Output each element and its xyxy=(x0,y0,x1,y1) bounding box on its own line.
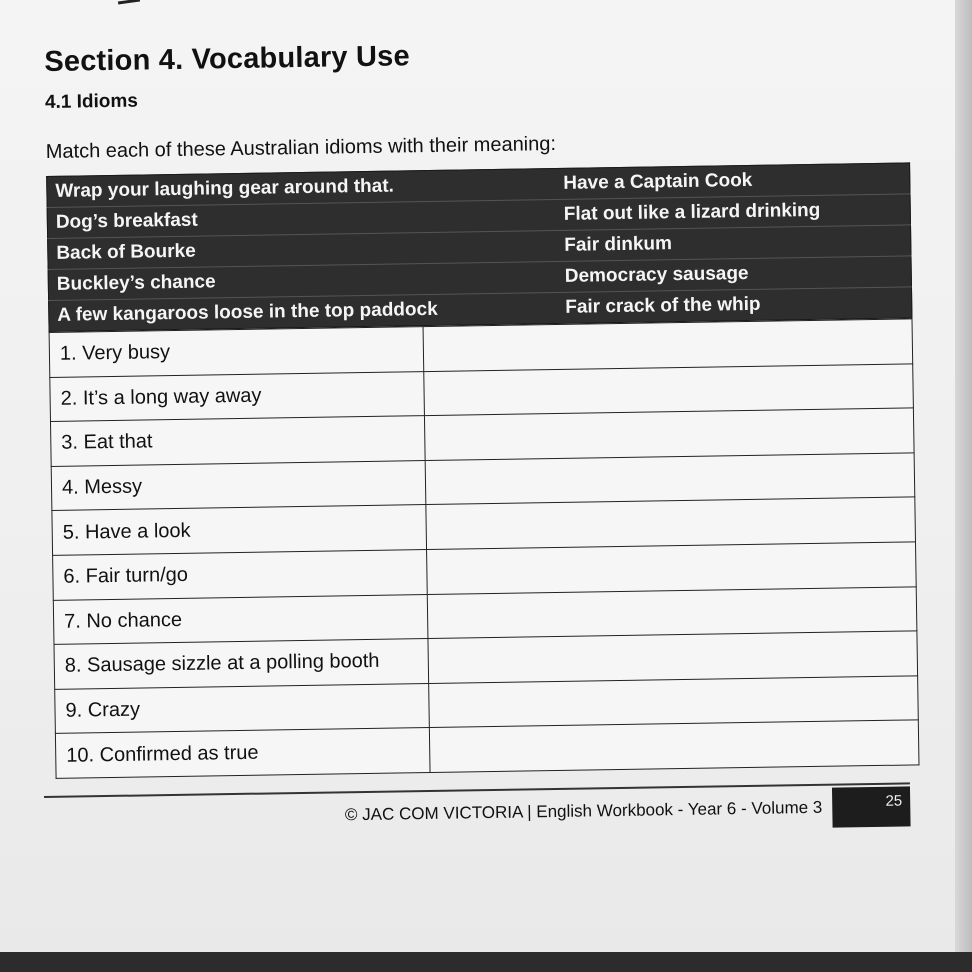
meaning-label: 8. Sausage sizzle at a polling booth xyxy=(54,639,429,689)
answer-cell[interactable] xyxy=(424,363,914,415)
idiom-left: Wrap your laughing gear around that. xyxy=(47,168,556,207)
meaning-label: 10. Confirmed as true xyxy=(55,728,430,778)
meaning-label: 2. It’s a long way away xyxy=(50,371,425,421)
meaning-label: 9. Crazy xyxy=(55,683,430,733)
answer-cell[interactable] xyxy=(425,453,915,505)
meaning-table xyxy=(49,318,920,778)
meaning-label: 4. Messy xyxy=(51,460,426,510)
answer-cell[interactable] xyxy=(429,676,919,728)
idiom-right: Fair dinkum xyxy=(556,225,911,262)
answer-cell[interactable] xyxy=(429,720,919,772)
answer-cell[interactable] xyxy=(424,408,914,460)
meaning-label: 6. Fair turn/go xyxy=(53,550,428,600)
section-title: Section 4. Vocabulary Use xyxy=(44,40,411,78)
answer-cell[interactable] xyxy=(427,586,917,638)
idiom-right: Fair crack of the whip xyxy=(565,293,761,318)
idiom-right: Democracy sausage xyxy=(557,256,912,293)
idiom-right: Have a Captain Cook xyxy=(555,163,910,200)
idiom-left: A few kangaroos loose in the top paddock xyxy=(57,298,438,326)
meaning-label: 7. No chance xyxy=(53,594,428,644)
answer-cell[interactable] xyxy=(426,497,916,549)
meaning-label: 5. Have a look xyxy=(52,505,427,555)
idiom-left: Dog’s breakfast xyxy=(47,199,556,238)
answer-cell[interactable] xyxy=(428,631,918,683)
meaning-label: 1. Very busy xyxy=(49,327,424,377)
idiom-left: Back of Bourke xyxy=(48,230,557,269)
meaning-label: 3. Eat that xyxy=(50,416,425,466)
footer-copyright: © JAC COM VICTORIA | English Workbook - Year 6 - Volume 3 xyxy=(344,797,823,824)
worksheet-content xyxy=(44,26,921,778)
answer-cell[interactable] xyxy=(427,542,917,594)
page-spine-shadow xyxy=(955,0,972,952)
page-number: 25 xyxy=(832,786,911,827)
idiom-right: Flat out like a lizard drinking xyxy=(556,194,911,231)
idiom-table xyxy=(46,162,912,332)
answer-cell[interactable] xyxy=(423,319,913,371)
page-bottom-edge xyxy=(0,952,972,972)
instruction-text: Match each of these Australian idioms with their meaning: xyxy=(45,132,557,163)
idiom-left: Buckley’s chance xyxy=(48,261,557,300)
subsection-title: 4.1 Idioms xyxy=(44,90,139,113)
